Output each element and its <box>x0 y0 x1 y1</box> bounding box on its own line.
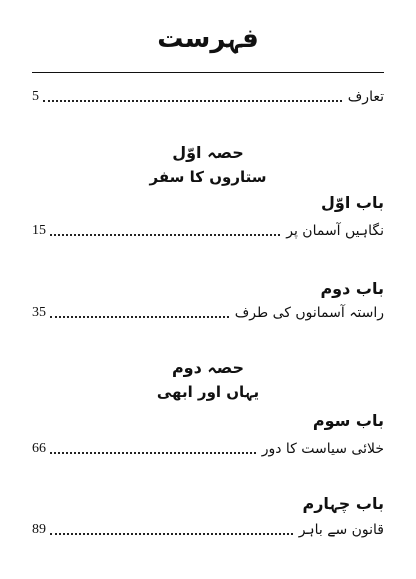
dot-leader <box>50 452 256 454</box>
chapter-four-heading: باب چہارم <box>302 494 384 513</box>
entry-label: خلائی سیاست کا دور <box>261 441 384 457</box>
chapter-one-heading: باب اوّل <box>321 193 384 212</box>
dot-leader <box>43 100 342 102</box>
page-title: فہرست <box>157 24 259 54</box>
toc-entry-intro[interactable] <box>32 86 384 106</box>
page-number: 66 <box>32 441 46 456</box>
part-two-subtitle: یہاں اور ابھی <box>156 383 260 401</box>
dot-leader <box>50 234 280 236</box>
toc-entry-chapter-three[interactable] <box>32 438 384 458</box>
title-rule <box>32 72 384 73</box>
page-number: 35 <box>32 305 46 320</box>
dot-leader <box>50 533 293 535</box>
entry-label: راستہ آسمانوں کی طرف <box>234 305 384 321</box>
dot-leader <box>50 316 229 318</box>
toc-entry-chapter-one[interactable] <box>32 220 384 240</box>
toc-entry-chapter-two[interactable] <box>32 302 384 322</box>
part-one-heading: حصہ اوّل <box>172 143 244 162</box>
chapter-three-heading: باب سوم <box>312 411 384 430</box>
entry-label: تعارف <box>347 89 384 105</box>
entry-label: قانون سے باہر <box>298 522 384 538</box>
part-one-subtitle: ستاروں کا سفر <box>149 168 267 186</box>
toc-entry-chapter-four[interactable] <box>32 519 384 539</box>
page-number: 89 <box>32 522 46 537</box>
page-number: 5 <box>32 89 39 104</box>
part-two-heading: حصہ دوم <box>171 358 245 377</box>
chapter-two-heading: باب دوم <box>320 279 384 298</box>
page-number: 15 <box>32 223 46 238</box>
entry-label: نگاہیں آسمان پر <box>286 223 384 239</box>
